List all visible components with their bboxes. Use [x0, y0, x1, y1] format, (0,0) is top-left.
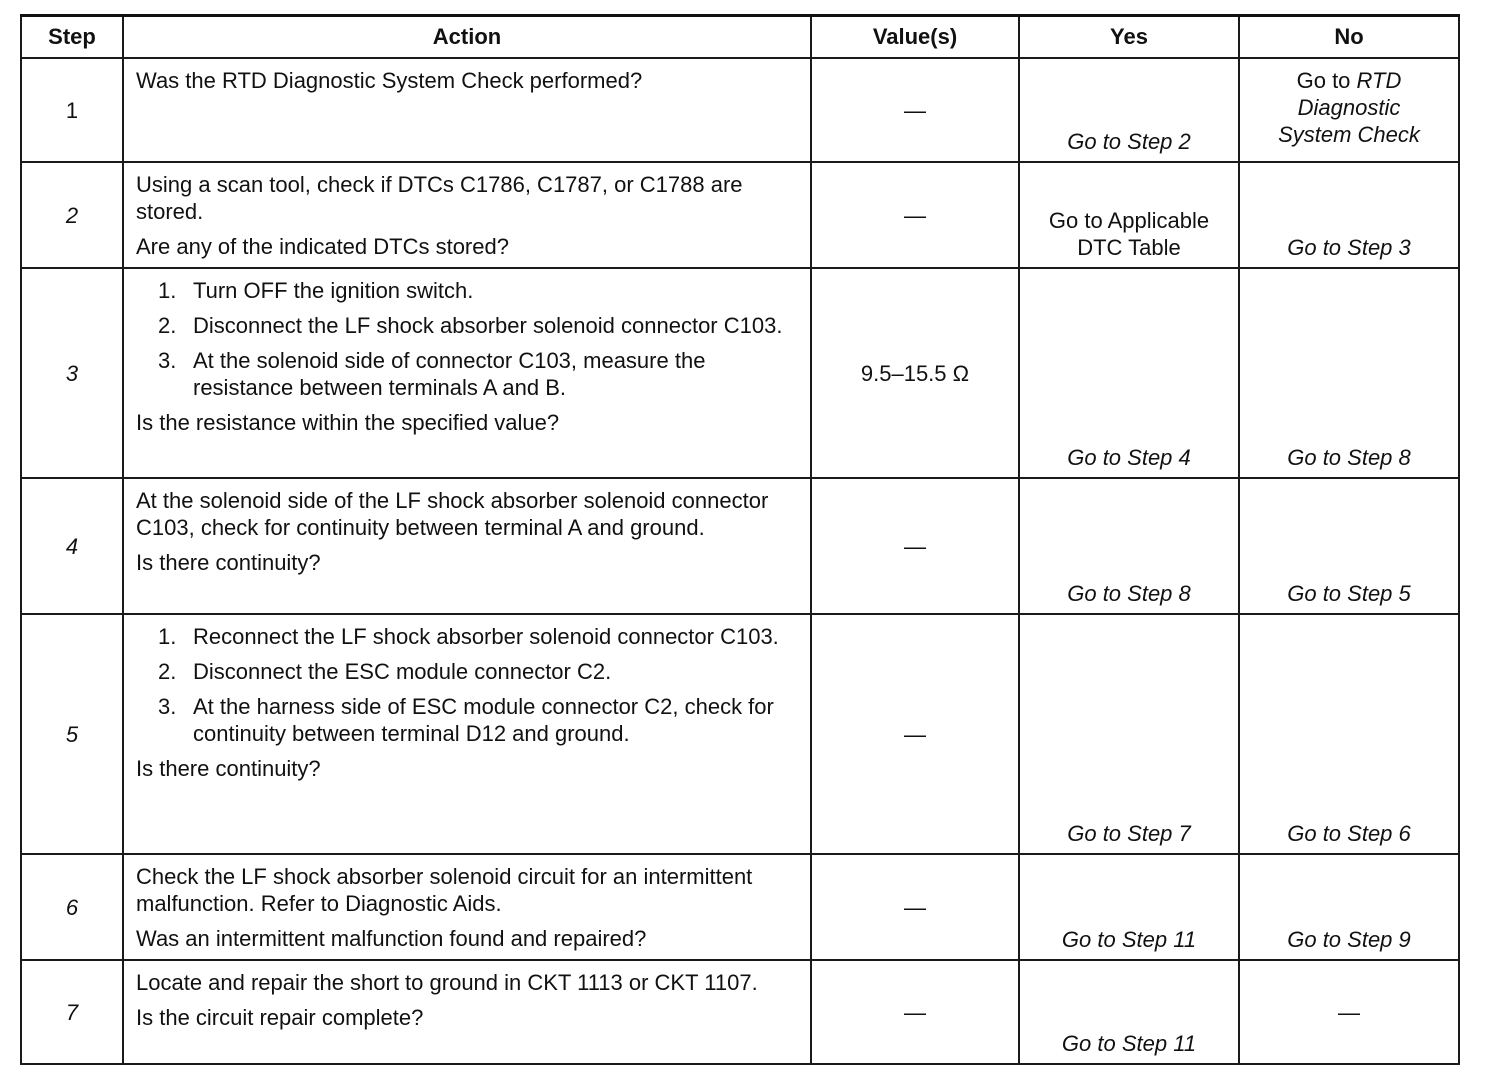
action-cell [123, 162, 811, 268]
table-row [21, 854, 1459, 960]
action-text: At the solenoid side of the LF shock absorber solenoid connector C103, check for continuity between terminal A and ground. [136, 488, 769, 540]
no-cell: Go to Step 5 [1239, 478, 1459, 614]
yes-text: Go to Applicable [1048, 208, 1210, 233]
action-question: Is there continuity? [136, 756, 321, 781]
yes-cell: Go to Step 11 [1019, 960, 1239, 1064]
table-row [21, 614, 1459, 854]
no-ref-text: Diagnostic [1297, 95, 1401, 120]
list-item-text: Disconnect the ESC module connector C2. [193, 659, 612, 684]
action-cell [123, 614, 811, 854]
diagnostic-table [20, 14, 1460, 1065]
list-item [136, 658, 800, 685]
table-row [21, 58, 1459, 162]
list-item-number: 3. [158, 348, 177, 373]
list-item-number: 1. [158, 624, 177, 649]
header-row [21, 16, 1459, 59]
list-item-text: At the harness side of ESC module connector C2, check for continuity between terminal D12 and ground. [193, 694, 774, 746]
header-yes: Yes [1019, 16, 1239, 59]
list-item-text: Disconnect the LF shock absorber solenoid connector C103. [193, 313, 783, 338]
action-question: Is the circuit repair complete? [136, 1005, 424, 1030]
list-item [136, 312, 800, 339]
yes-cell: Go to Step 2 [1019, 58, 1239, 162]
action-text: Was the RTD Diagnostic System Check performed? [136, 68, 643, 93]
no-cell: — [1239, 960, 1459, 1064]
step-number: 4 [21, 478, 123, 614]
action-cell [123, 478, 811, 614]
action-steps-list [136, 623, 800, 747]
list-item [136, 347, 800, 401]
yes-cell: Go to Step 4 [1019, 268, 1239, 478]
action-text: Using a scan tool, check if DTCs C1786, C1787, or C1788 are stored. [136, 172, 743, 224]
no-cell [1239, 58, 1459, 162]
action-question: Is the resistance within the specified value? [136, 410, 560, 435]
table-row [21, 478, 1459, 614]
action-question: Was an intermittent malfunction found and repaired? [136, 926, 647, 951]
no-ref-text: RTD [1356, 68, 1402, 93]
no-cell: Go to Step 8 [1239, 268, 1459, 478]
value-cell: — [811, 960, 1019, 1064]
yes-text: DTC Table [1077, 235, 1181, 260]
step-number: 6 [21, 854, 123, 960]
action-text: Locate and repair the short to ground in CKT 1113 or CKT 1107. [136, 970, 758, 995]
action-cell [123, 854, 811, 960]
action-steps-list [136, 277, 800, 401]
action-question: Is there continuity? [136, 550, 321, 575]
value-cell: — [811, 478, 1019, 614]
list-item-number: 1. [158, 278, 177, 303]
action-text: Check the LF shock absorber solenoid circuit for an intermittent malfunction. Refer to Diagnostic Aids. [136, 864, 753, 916]
list-item [136, 277, 800, 304]
step-number: 3 [21, 268, 123, 478]
no-cell: Go to Step 9 [1239, 854, 1459, 960]
action-cell [123, 960, 811, 1064]
list-item [136, 623, 800, 650]
step-number: 2 [21, 162, 123, 268]
yes-cell: Go to Step 8 [1019, 478, 1239, 614]
list-item-text: At the solenoid side of connector C103, measure the resistance between terminals A and B. [193, 348, 706, 400]
value-cell: 9.5–15.5 Ω [811, 268, 1019, 478]
list-item-number: 2. [158, 659, 177, 684]
value-cell: — [811, 58, 1019, 162]
list-item-number: 2. [158, 313, 177, 338]
header-values: Value(s) [811, 16, 1019, 59]
table-row [21, 268, 1459, 478]
header-no: No [1239, 16, 1459, 59]
no-cell: Go to Step 6 [1239, 614, 1459, 854]
no-cell: Go to Step 3 [1239, 162, 1459, 268]
action-cell [123, 268, 811, 478]
header-step: Step [21, 16, 123, 59]
no-text: Go to [1296, 68, 1351, 93]
yes-cell: Go to Step 11 [1019, 854, 1239, 960]
header-action: Action [123, 16, 811, 59]
step-number: 1 [21, 58, 123, 162]
table-row [21, 162, 1459, 268]
yes-cell [1019, 162, 1239, 268]
value-cell: — [811, 162, 1019, 268]
list-item-number: 3. [158, 694, 177, 719]
value-cell: — [811, 614, 1019, 854]
list-item [136, 693, 800, 747]
action-question: Are any of the indicated DTCs stored? [136, 234, 509, 259]
table-row [21, 960, 1459, 1064]
no-ref-text: System Check [1278, 122, 1420, 147]
step-number: 5 [21, 614, 123, 854]
step-number: 7 [21, 960, 123, 1064]
action-cell [123, 58, 811, 162]
yes-cell: Go to Step 7 [1019, 614, 1239, 854]
list-item-text: Turn OFF the ignition switch. [193, 278, 474, 303]
value-cell: — [811, 854, 1019, 960]
list-item-text: Reconnect the LF shock absorber solenoid connector C103. [193, 624, 779, 649]
